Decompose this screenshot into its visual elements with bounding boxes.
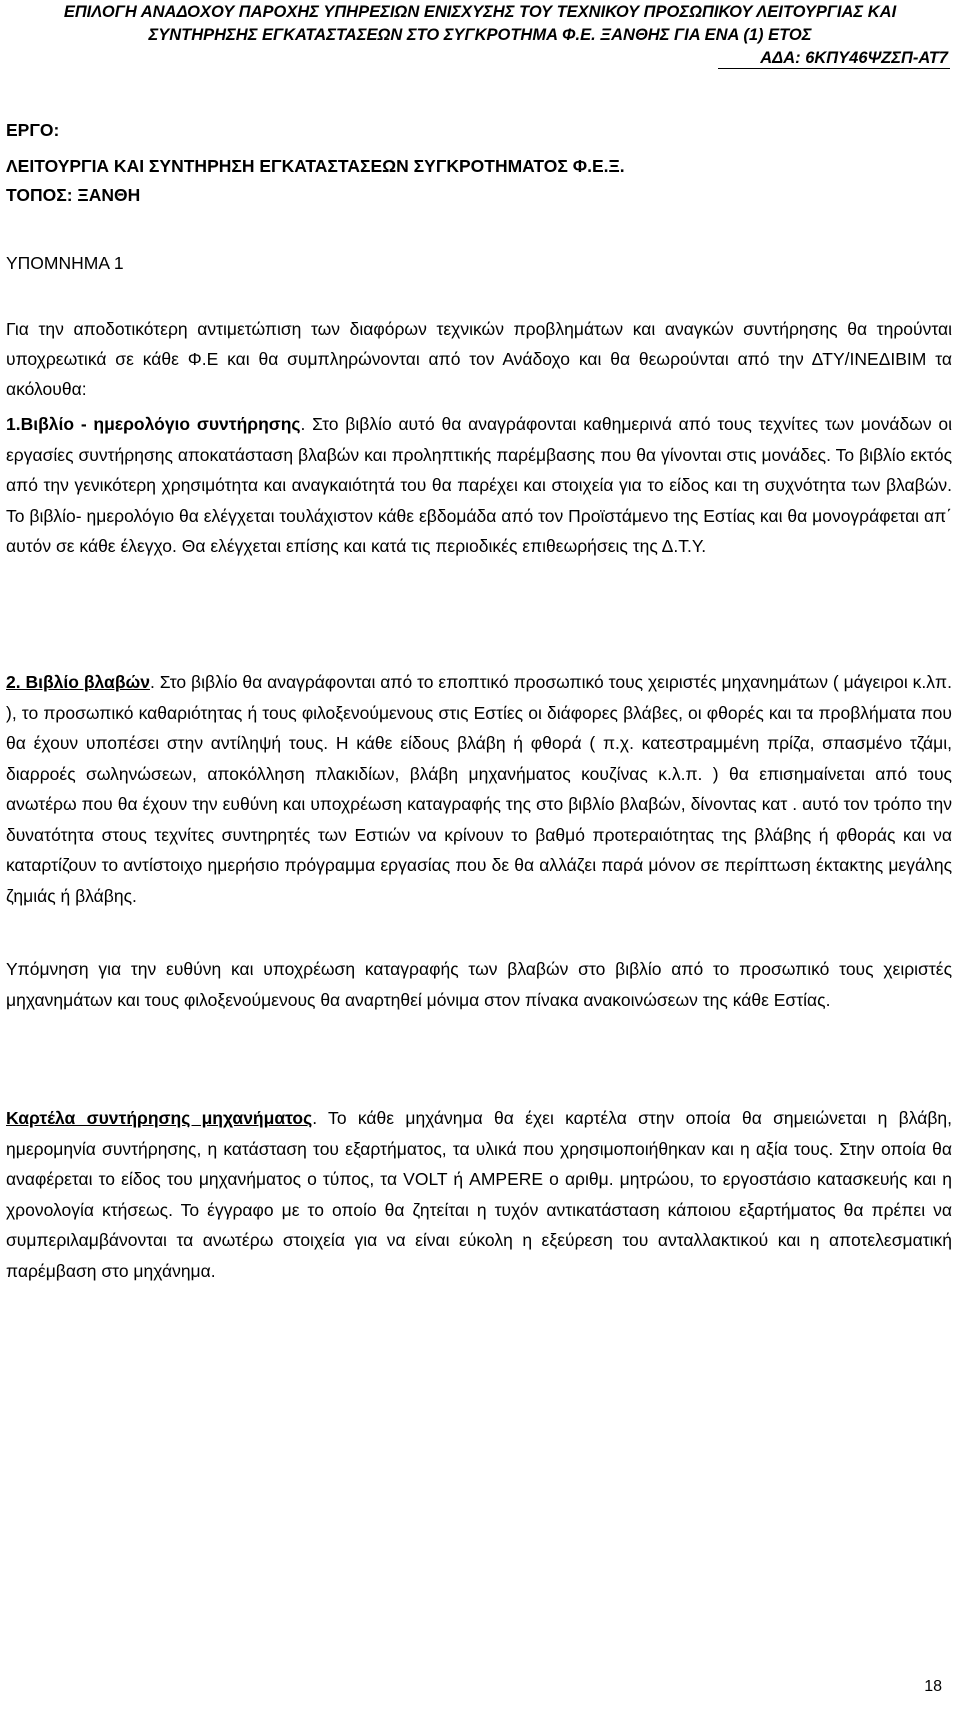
header-divider [718, 68, 950, 69]
project-location: ΤΟΠΟΣ: ΞΑΝΘΗ [6, 185, 141, 205]
section-maintenance-log [6, 409, 952, 562]
section-maintenance-log-heading: 1.Βιβλίο - ημερολόγιο συντήρησης [6, 414, 301, 434]
intro-paragraph: Για την αποδοτικότερη αντιμετώπιση των διαφόρων τεχνικών προβλημάτων και αναγκών συντήρησης θα τηρούνται υποχρεωτικά σε κάθε Φ.Ε και θα συμπληρώνονται από τον Ανάδοχο και θα θεωρούνται από την ΔΤΥ/ΙΝΕΔΙΒΙΜ τα ακόλουθα: [6, 319, 952, 399]
project-label: ΕΡΓΟ: [6, 120, 60, 140]
section-machine-card-heading: Καρτέλα συντήρησης μηχανήματος [6, 1108, 313, 1128]
header-title-line-1: ΕΠΙΛΟΓΗ ΑΝΑΔΟΧΟΥ ΠΑΡΟΧΗΣ ΥΠΗΡΕΣΙΩΝ ΕΝΙΣΧΥΣΗΣ ΤΟΥ ΤΕΧΝΙΚΟΥ ΠΡΟΣΩΠΙΚΟΥ ΛΕΙΤΟΥΡΓΙΑΣ ΚΑΙ [63, 3, 897, 21]
section-machine-card-text: . Το κάθε μηχάνημα θα έχει καρτέλα στην οποία θα σημειώνεται η βλάβη, ημερομηνία συντήρησης, η κατάσταση του εξαρτήματος, τα υλικά που χρησιμοποιήθηκαν και η αξία τους. Στην οποία θα αναφέρεται το είδος του μηχανήματος ο τύπος, τα VOLT ή AMPERE ο αριθμ. μητρώου, το εργοστάσιο κατασκευής και η χρονολογία κτήσεως. Το έγγραφο με το οποίο θα ζητείται η τυχόν αντικατάσταση κάποιου εξαρτήματος θα πρέπει να συμπεριλαμβάνονται τα ανωτέρω στοιχεία για να είναι εύκολη η εξεύρεση του ανταλλακτικού και η αποτελεσματική παρέμβαση στο μηχάνημα. [6, 1108, 952, 1281]
header-title-line-2: ΣΥΝΤΗΡΗΣΗΣ ΕΓΚΑΤΑΣΤΑΣΕΩΝ ΣΤΟ ΣΥΓΚΡΟΤΗΜΑ Φ.Ε. ΞΑΝΘΗΣ ΓΙΑ ΕΝΑ (1) ΕΤΟΣ [148, 26, 812, 44]
section-machine-card [6, 1103, 952, 1286]
reminder-paragraph: Υπόμνηση για την ευθύνη και υποχρέωση καταγραφής των βλαβών στο βιβλίο από το προσωπικό τους χειριστές μηχανημάτων και τους φιλοξενούμενους θα αναρτηθεί μόνιμα στον πίνακα ανακοινώσεων της κάθε Εστίας. [6, 959, 952, 1010]
section-maintenance-log-text: . Στο βιβλίο αυτό θα αναγράφονται καθημερινά από τους τεχνίτες των μονάδων οι εργασίες συντήρησης αποκατάσταση βλαβών και προληπτικής παρέμβασης που θα γίνονται στις μονάδες. Το βιβλίο εκτός από την γενικότερη χρησιμότητα και αναγκαιότητά του θα παρέχει και στοιχεία για το είδος και τη συχνότητα των βλαβών. Το βιβλίο- ημερολόγιο θα ελέγχεται τουλάχιστον κάθε εβδομάδα από τον Προϊστάμενο της Εστίας και θα μονογράφεται απ΄ αυτόν σε κάθε έλεγχο. Θα ελέγχεται επίσης και κατά τις περιοδικές επιθεωρήσεις της Δ.Τ.Υ. [6, 414, 952, 556]
project-title: ΛΕΙΤΟΥΡΓΙΑ ΚΑΙ ΣΥΝΤΗΡΗΣΗ ΕΓΚΑΤΑΣΤΑΣΕΩΝ ΣΥΓΚΡΟΤΗΜΑΤΟΣ Φ.Ε.Ξ. [6, 156, 625, 176]
memo-title: ΥΠΟΜΝΗΜΑ 1 [6, 253, 124, 273]
header-ada-code: ΑΔΑ: 6ΚΠΥ46ΨΖΣΠ-ΑΤ7 [760, 49, 948, 67]
section-fault-book-heading: 2. Βιβλίο βλαβών [6, 672, 151, 692]
section-fault-book-text: . Στο βιβλίο θα αναγράφονται από το εποπτικό προσωπικό τους χειριστές μηχανημάτων ( μάγειροι κ.λπ. ), το προσωπικό καθαριότητας ή τους φιλοξενούμενους στις Εστίες οι διάφορες βλάβες, οι φθορές και τα προβλήματα που θα έχουν υποπέσει στην αντίληψή τους. Η κάθε είδους βλάβη ή φθορά ( π.χ. κατεστραμμένη πρίζα, σπασμένο τζάμι, διαρροές σωληνώσεων, αποκόλληση πλακιδίων, βλάβη μηχανήματος κουζίνας κ.λ.π. ) θα επισημαίνεται από τους ανωτέρω που θα έχουν την ευθύνη και υποχρέωση καταγραφής της στο βιβλίο βλαβών, δίνοντας κατ . αυτό τον τρόπο την δυνατότητα στους τεχνίτες συντηρητές των Εστιών να κρίνουν το βαθμό προτεραιότητας της βλάβης ή φθοράς και να καταρτίζουν το αντίστοιχο ημερήσιο πρόγραμμα εργασίας που δε θα αλλάζει παρά μόνον σε περίπτωση έκτακτης μεγάλης ζημιάς ή βλάβης. [6, 672, 952, 906]
section-fault-book [6, 667, 952, 911]
page-number: 18 [924, 1678, 942, 1695]
